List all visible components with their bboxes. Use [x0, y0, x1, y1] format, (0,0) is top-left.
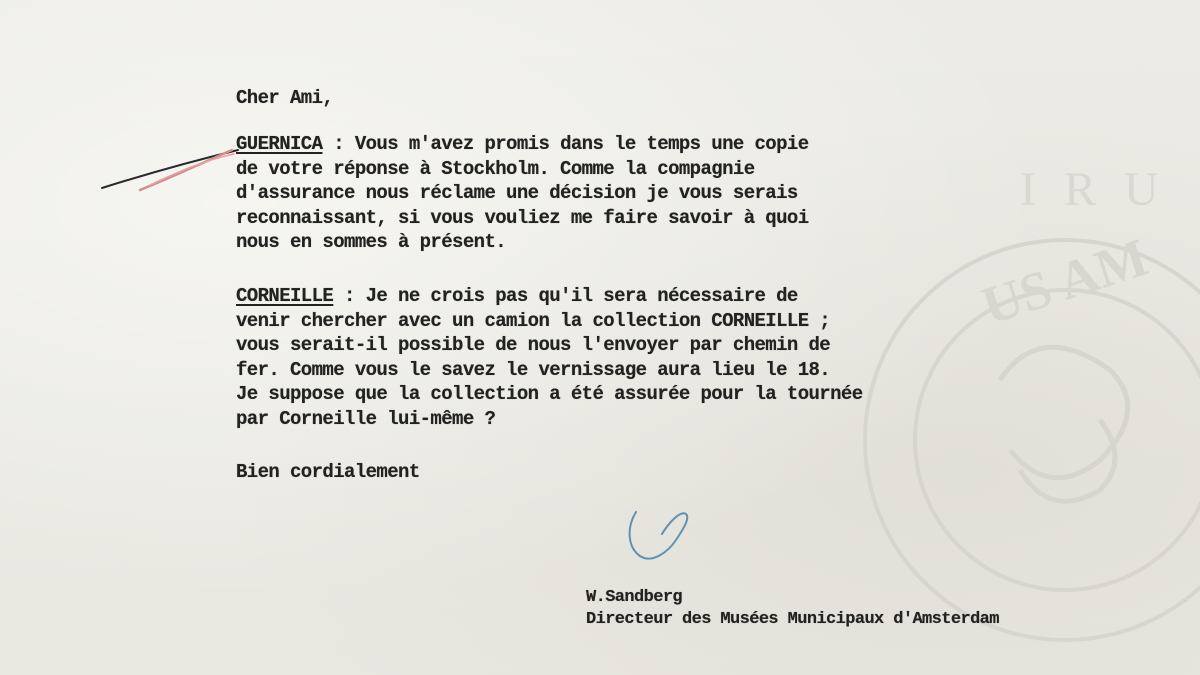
paragraph-guernica-line-3: d'assurance nous réclame une décision je vous serais [236, 182, 798, 204]
keyword-corneille: CORNEILLE [236, 285, 334, 307]
seal-text: US AM [974, 226, 1155, 337]
paragraph-guernica-line-5: nous en sommes à présent. [236, 231, 507, 253]
paragraph-guernica-line-2: de votre réponse à Stockholm. Comme la compagnie [236, 157, 755, 180]
blue-handwritten-initial [630, 512, 688, 559]
keyword-guernica: GUERNICA [236, 133, 323, 155]
paragraph-corneille-line-3: vous serait-il possible de nous l'envoyer par chemin de [236, 334, 831, 356]
closing: Bien cordialement [236, 461, 420, 483]
signature-name: W.Sandberg [586, 588, 683, 607]
salutation: Cher Ami, [236, 87, 334, 109]
paragraph-corneille-line-2: venir chercher avec un camion la collection CORNEILLE ; [236, 309, 831, 332]
paragraph-guernica-line-4: reconnaissant, si vous vouliez me faire savoir à quoi [236, 206, 809, 229]
paragraph-corneille-line-6: par Corneille lui-même ? [236, 407, 496, 430]
paragraph-corneille-line-4: fer. Comme vous le savez le vernissage aura lieu le 18. [236, 358, 831, 381]
paragraph-guernica-line-1: : Vous m'avez promis dans le temps une copie [322, 133, 809, 155]
letterhead-fragment: I R U [1020, 163, 1167, 216]
paragraph-corneille-line-1: : Je ne crois pas qu'il sera nécessaire de [333, 285, 798, 307]
signature-title: Directeur des Musées Municipaux d'Amsterdam [586, 610, 999, 629]
paragraph-corneille-line-5: Je suppose que la collection a été assurée pour la tournée [236, 383, 863, 405]
